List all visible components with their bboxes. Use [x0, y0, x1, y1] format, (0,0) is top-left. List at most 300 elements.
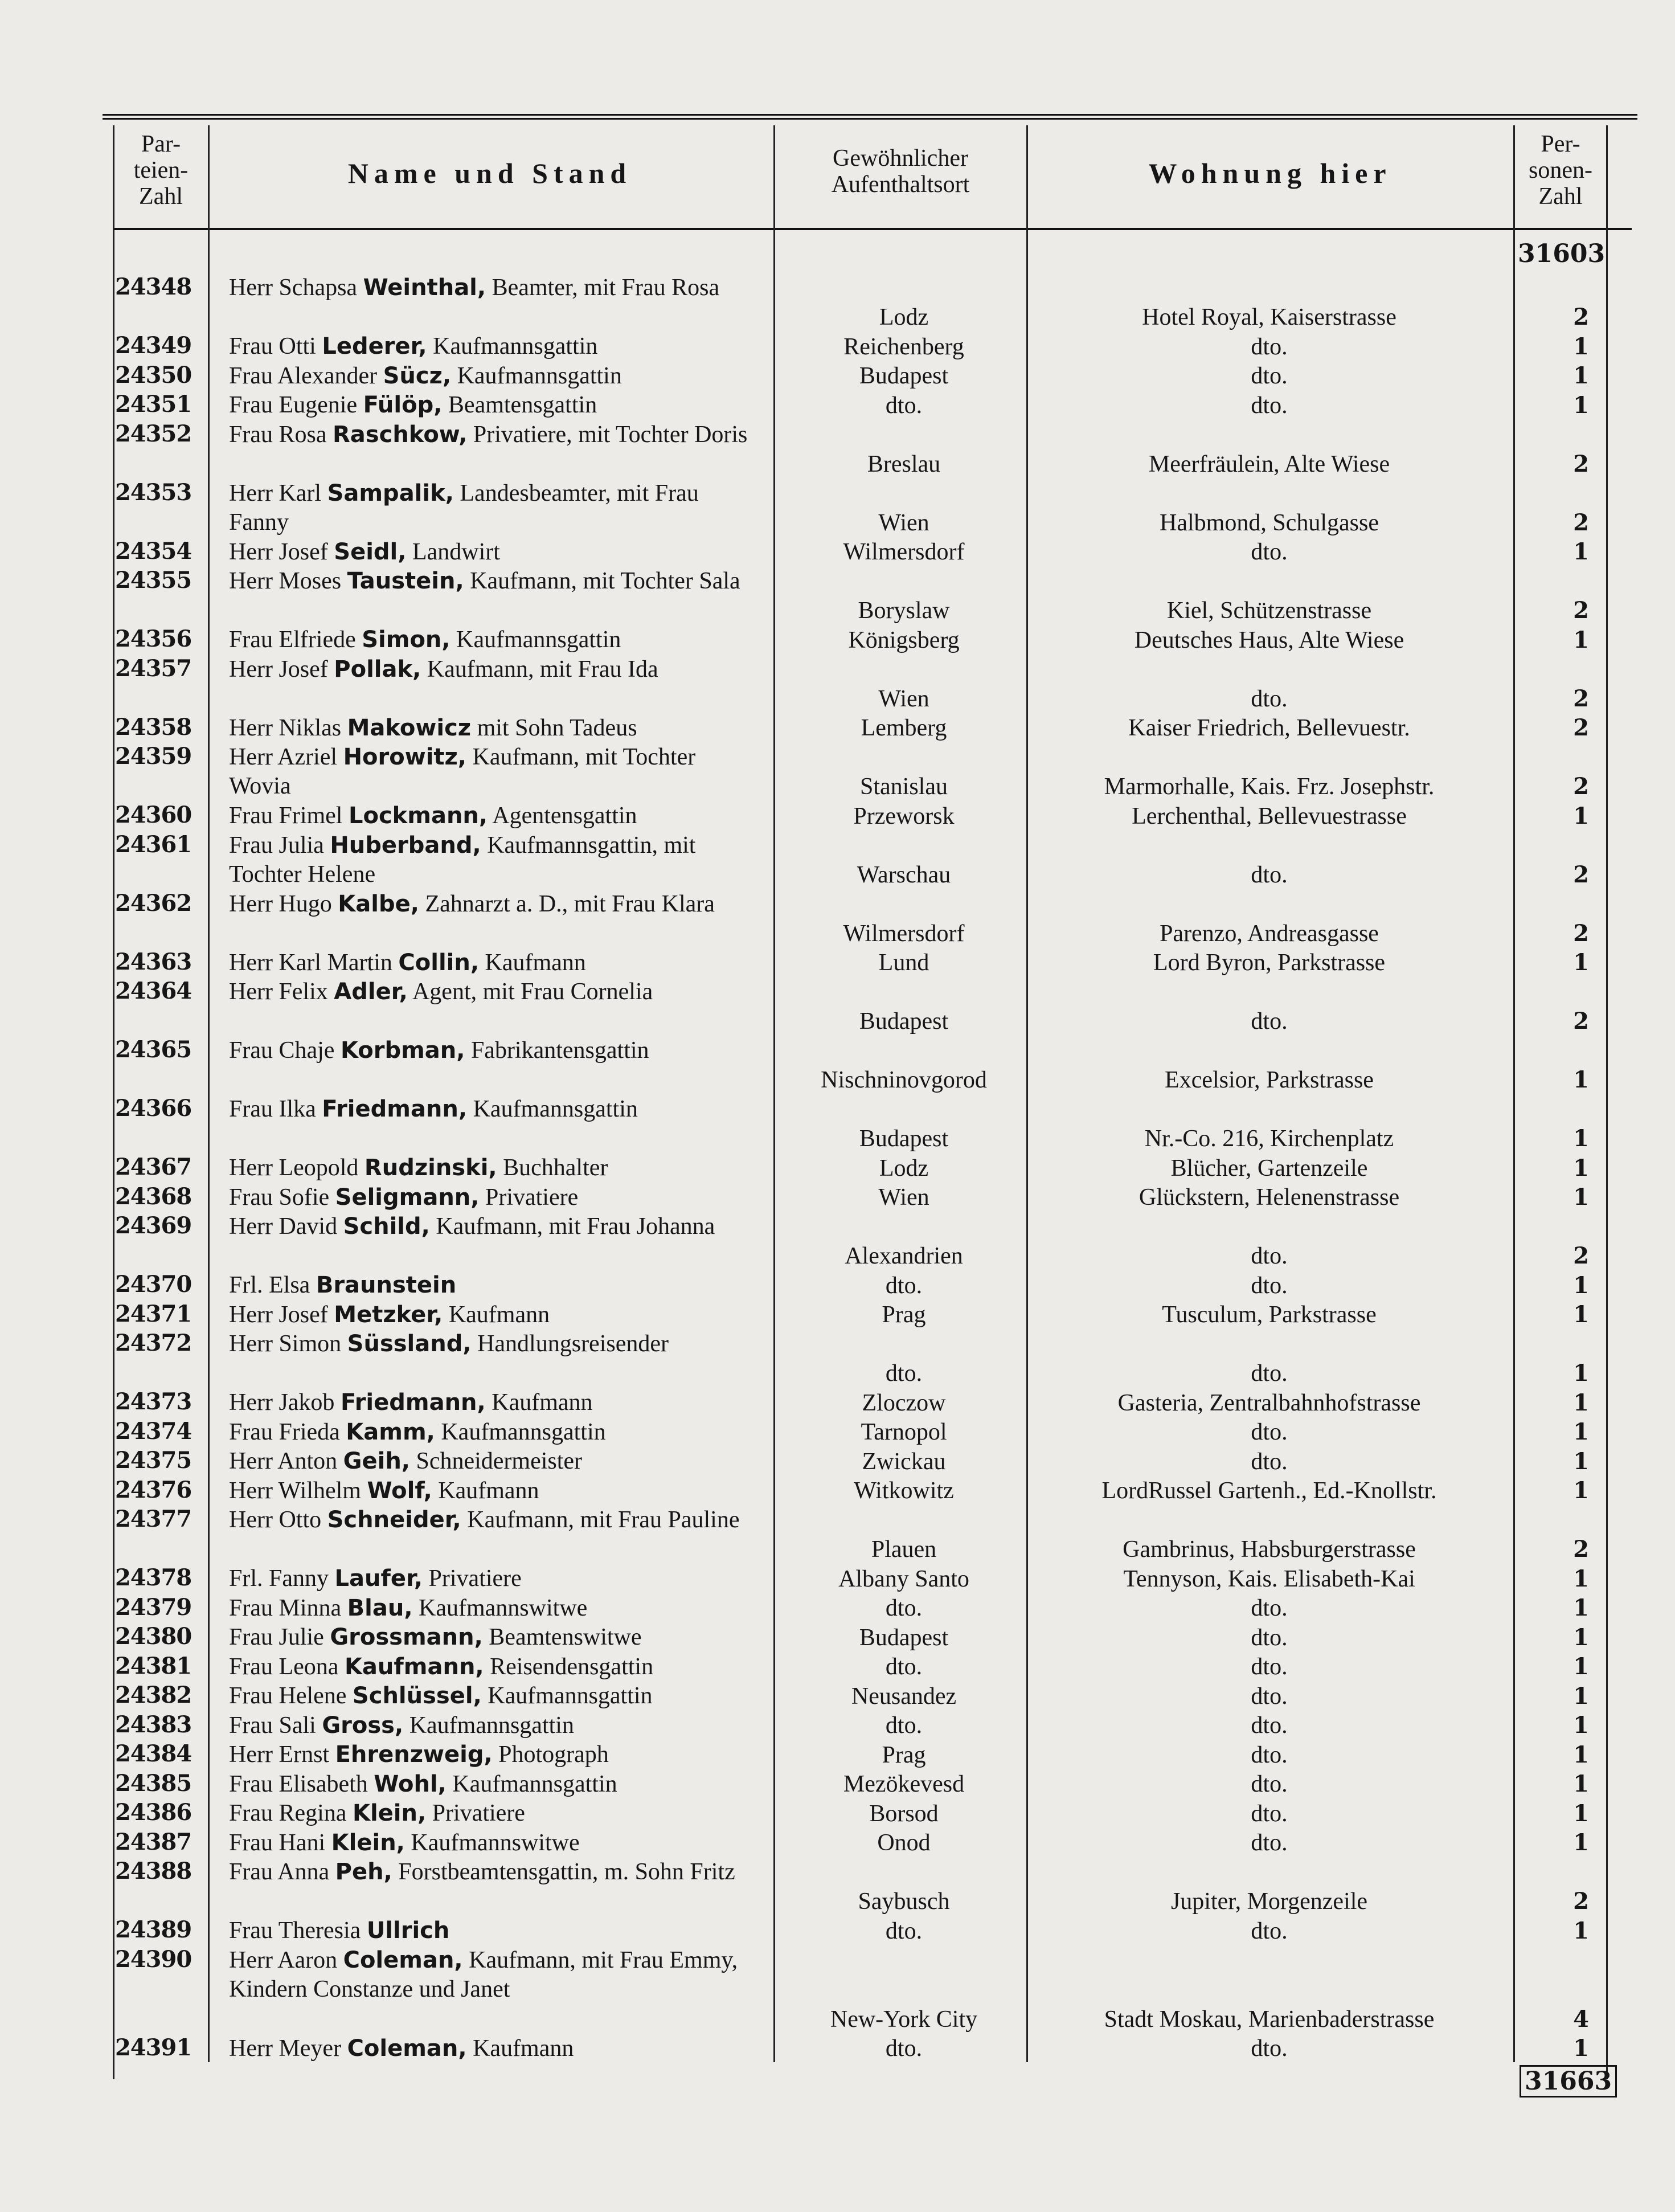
table-row [0, 1301, 1675, 1330]
usual-residence: Nischninovgorod [821, 1067, 987, 1093]
lodging-here: dto. [1251, 392, 1288, 419]
person-surname: Seidl, [334, 538, 407, 565]
person-count: 1 [1573, 949, 1589, 976]
name-and-status [229, 1740, 759, 1769]
usual-residence: Albany Santo [838, 1565, 969, 1592]
person-title: Frau Elfriede [229, 627, 356, 653]
person-count: 1 [1573, 1653, 1589, 1680]
name-and-status [229, 538, 759, 567]
person-status: Agent, mit Frau Cornelia [412, 979, 653, 1005]
person-surname: Ehrenzweig, [335, 1741, 493, 1768]
person-surname: Sücz, [383, 362, 452, 389]
party-number: 24353 [115, 479, 192, 506]
person-count: 1 [1573, 1389, 1589, 1416]
lodging-here: dto. [1251, 333, 1288, 360]
party-number: 24383 [115, 1711, 192, 1738]
party-number: 24361 [115, 831, 192, 858]
person-title: Frau Theresia [229, 1917, 361, 1944]
person-surname: Sampalik, [327, 480, 454, 506]
person-count: 1 [1573, 1917, 1589, 1944]
person-surname: Huberband, [330, 832, 481, 858]
person-title: Herr Azriel [229, 744, 338, 770]
person-count: 1 [1573, 626, 1589, 653]
person-title: Herr Moses [229, 568, 342, 594]
person-title: Frau Leona [229, 1653, 339, 1680]
lodging-here: dto. [1251, 1008, 1288, 1035]
person-count: 2 [1573, 1888, 1589, 1915]
usual-residence: Przeworsk [853, 803, 955, 829]
lodging-here: Nr.-Co. 216, Kirchenplatz [1144, 1126, 1394, 1152]
party-number: 24365 [115, 1036, 192, 1063]
lodging-here: dto. [1251, 1917, 1288, 1944]
person-title: Frau Julia [229, 832, 324, 858]
lodging-here: dto. [1251, 1595, 1288, 1621]
person-count: 1 [1573, 538, 1589, 565]
party-number: 24375 [115, 1447, 192, 1474]
party-number: 24378 [115, 1564, 192, 1591]
name-and-status [229, 1799, 759, 1828]
name-and-status [229, 391, 759, 420]
name-and-status [229, 1682, 759, 1711]
person-status: Privatiere [432, 1800, 525, 1826]
person-status: Agentensgattin [492, 803, 637, 829]
party-number: 24389 [115, 1916, 192, 1943]
person-count: 1 [1573, 1154, 1589, 1181]
usual-residence: Budapest [859, 1624, 949, 1651]
party-number: 24355 [115, 567, 192, 594]
table-row [0, 1829, 1675, 1858]
person-title: Frau Regina [229, 1800, 347, 1826]
usual-residence: Budapest [859, 1008, 949, 1035]
person-status: Buchhalter [503, 1155, 608, 1181]
lodging-here: Parenzo, Andreasgasse [1160, 920, 1379, 947]
name-and-status [229, 1271, 759, 1300]
person-count: 1 [1573, 1682, 1589, 1710]
person-status: Kaufmann, mit Frau Johanna [436, 1213, 715, 1240]
header-bottom-rule [114, 228, 1632, 230]
table-row [0, 1183, 1675, 1213]
usual-residence: Warschau [857, 861, 951, 888]
person-status: Fabrikantensgattin [470, 1037, 649, 1064]
person-surname: Braunstein [316, 1272, 457, 1298]
table-row [0, 655, 1675, 714]
usual-residence: Borsod [869, 1800, 939, 1827]
lodging-here: dto. [1251, 1272, 1288, 1299]
lodging-here: dto. [1251, 685, 1288, 712]
person-count: 1 [1573, 1125, 1589, 1152]
party-number: 24372 [115, 1330, 192, 1356]
table-row [0, 420, 1675, 479]
header-pers: Per- sonen- Zahl [1529, 131, 1592, 210]
person-surname: Raschkow, [333, 421, 468, 448]
table-row [0, 1447, 1675, 1477]
usual-residence: Mezökevesd [843, 1771, 965, 1797]
person-surname: Klein, [352, 1800, 427, 1826]
party-number: 24368 [115, 1183, 192, 1210]
table-row [0, 802, 1675, 831]
usual-residence: dto. [885, 1917, 923, 1944]
name-and-status [229, 743, 759, 801]
table-row [0, 1564, 1675, 1594]
name-and-status [229, 1477, 759, 1506]
name-and-status [229, 625, 759, 655]
lodging-here: dto. [1251, 1448, 1288, 1475]
person-surname: Schild, [343, 1213, 430, 1240]
lodging-here: dto. [1251, 1683, 1288, 1710]
lodging-here: Kiel, Schützenstrasse [1166, 598, 1372, 624]
table-row [0, 1271, 1675, 1301]
person-status: Beamtensgattin [448, 392, 597, 418]
person-count: 1 [1573, 802, 1589, 829]
person-status: Beamter, mit Frau Rosa [492, 275, 720, 301]
person-surname: Ullrich [366, 1917, 450, 1944]
person-status: Handlungsreisender [477, 1331, 669, 1357]
party-number: 24366 [115, 1095, 192, 1122]
name-and-status [229, 1506, 759, 1535]
person-title: Frau Elisabeth [229, 1771, 368, 1797]
lodging-here: dto. [1251, 1741, 1288, 1768]
lodging-here: LordRussel Gartenh., Ed.-Knollstr. [1101, 1478, 1437, 1504]
person-status: Landwirt [412, 538, 500, 565]
lodging-here: Tennyson, Kais. Elisabeth-Kai [1123, 1565, 1415, 1592]
person-surname: Geih, [343, 1448, 410, 1474]
lodging-here: dto. [1251, 2035, 1288, 2062]
person-count: 2 [1573, 304, 1589, 330]
party-number: 24381 [115, 1652, 192, 1679]
person-status: Kaufmann, mit Tochter Wovia [229, 744, 696, 799]
usual-residence: Boryslaw [858, 598, 950, 624]
table-row [0, 743, 1675, 802]
lodging-here: dto. [1251, 1771, 1288, 1797]
person-count: 2 [1573, 919, 1589, 947]
name-and-status [229, 978, 759, 1007]
page-total: 31663 [1520, 2065, 1617, 2097]
party-number: 24388 [115, 1858, 192, 1884]
person-surname: Weinthal, [363, 275, 486, 301]
person-title: Frau Julie [229, 1624, 324, 1650]
person-status: Kaufmannsgattin [409, 1712, 574, 1739]
person-status: Kaufmann, mit Tochter Sala [470, 568, 740, 594]
person-title: Herr Felix [229, 979, 328, 1005]
name-and-status [229, 1946, 759, 2004]
carry-over-total: 31603 [1518, 239, 1606, 268]
table-row [0, 1799, 1675, 1829]
usual-residence: Wilmersdorf [843, 539, 965, 565]
person-status: Forstbeamtensgattin, m. Sohn Fritz [398, 1859, 735, 1885]
usual-residence: dto. [885, 1360, 923, 1387]
table-row [0, 1858, 1675, 1916]
table-row [0, 1946, 1675, 2034]
usual-residence: dto. [885, 1272, 923, 1299]
lodging-here: dto. [1251, 1800, 1288, 1827]
person-surname: Makowicz [347, 714, 472, 741]
party-number: 24376 [115, 1476, 192, 1503]
person-surname: Horowitz, [343, 744, 467, 770]
table-row [0, 1740, 1675, 1770]
person-title: Frau Frimel [229, 803, 343, 829]
person-count: 1 [1573, 2035, 1589, 2062]
person-surname: Rudzinski, [364, 1155, 497, 1181]
person-surname: Metzker, [334, 1301, 443, 1328]
usual-residence: Lodz [879, 304, 929, 330]
usual-residence: dto. [885, 392, 923, 419]
name-and-status [229, 479, 759, 537]
lodging-here: dto. [1251, 1360, 1288, 1387]
table-row [0, 1418, 1675, 1448]
name-and-status [229, 802, 759, 831]
party-number: 24370 [115, 1271, 192, 1298]
person-title: Herr David [229, 1213, 338, 1240]
name-and-status [229, 655, 759, 684]
usual-residence: Lodz [879, 1155, 929, 1181]
person-surname: Wolf, [367, 1477, 432, 1504]
lodging-here: Lord Byron, Parkstrasse [1153, 950, 1386, 976]
usual-residence: Plauen [871, 1536, 937, 1563]
person-status: Privatiere [485, 1184, 579, 1211]
header-name: Name und Stand [347, 157, 632, 189]
party-number: 24385 [115, 1769, 192, 1797]
usual-residence: Saybusch [858, 1888, 950, 1915]
person-status: Kaufmann, mit Frau Ida [427, 656, 658, 682]
name-and-status [229, 714, 759, 743]
party-number: 24374 [115, 1417, 192, 1445]
name-and-status [229, 1829, 759, 1858]
person-count: 1 [1573, 1594, 1589, 1621]
person-title: Frl. Elsa [229, 1272, 310, 1298]
person-surname: Kamm, [346, 1418, 435, 1445]
person-count: 1 [1573, 1771, 1589, 1797]
party-number: 24391 [115, 2034, 192, 2061]
name-and-status [229, 1183, 759, 1212]
party-number: 24357 [115, 655, 192, 682]
party-number: 24384 [115, 1740, 192, 1767]
person-title: Frau Eugenie [229, 392, 358, 418]
usual-residence: dto. [885, 1595, 923, 1621]
person-title: Herr Anton [229, 1448, 338, 1474]
person-count: 1 [1573, 1184, 1589, 1211]
person-count: 1 [1573, 1271, 1589, 1299]
name-and-status [229, 1858, 759, 1887]
table-row [0, 1477, 1675, 1506]
name-and-status [229, 2034, 759, 2063]
person-count: 2 [1573, 1536, 1589, 1563]
person-count: 1 [1573, 1066, 1589, 1093]
person-status: Kaufmannswitwe [411, 1829, 580, 1856]
lodging-here: Blücher, Gartenzeile [1170, 1155, 1368, 1181]
table-row [0, 948, 1675, 978]
person-title: Frau Frieda [229, 1418, 340, 1445]
person-count: 2 [1573, 1008, 1589, 1035]
person-count: 2 [1573, 509, 1589, 536]
person-title: Frau Alexander [229, 362, 378, 389]
person-surname: Lederer, [322, 333, 427, 359]
party-number: 24359 [115, 743, 192, 770]
table-row [0, 1036, 1675, 1095]
usual-residence: Breslau [867, 451, 941, 477]
usual-residence: Reichenberg [843, 333, 964, 360]
party-number: 24360 [115, 802, 192, 828]
party-number: 24382 [115, 1682, 192, 1708]
person-surname: Kalbe, [338, 890, 419, 917]
party-number: 24369 [115, 1212, 192, 1239]
usual-residence: Zwickau [862, 1448, 946, 1475]
party-number: 24358 [115, 713, 192, 741]
table-row [0, 978, 1675, 1036]
usual-residence: Witkowitz [854, 1478, 954, 1504]
usual-residence: Lund [878, 950, 929, 976]
usual-residence: Wien [878, 1184, 929, 1211]
party-number: 24367 [115, 1154, 192, 1180]
person-title: Herr Ernst [229, 1741, 330, 1768]
person-status: Kaufmann [448, 1301, 550, 1328]
person-count: 2 [1573, 685, 1589, 712]
header-nr: Par- teien- Zahl [133, 131, 189, 210]
person-status: Kaufmann, mit Frau Emmy, Kindern Constanze und Janet [229, 1947, 738, 2002]
usual-residence: Zloczow [862, 1389, 946, 1416]
name-and-status [229, 1095, 759, 1124]
person-surname: Schneider, [327, 1507, 461, 1533]
party-number: 24380 [115, 1623, 192, 1650]
party-number: 24363 [115, 948, 192, 975]
person-count: 1 [1573, 362, 1589, 389]
usual-residence: Budapest [859, 1126, 949, 1152]
usual-residence: Wien [878, 509, 929, 536]
person-title: Frl. Fanny [229, 1565, 329, 1592]
person-title: Herr Otto [229, 1507, 322, 1533]
name-and-status [229, 332, 759, 361]
person-surname: Coleman, [343, 1947, 463, 1973]
table-row [0, 714, 1675, 743]
lodging-here: Jupiter, Morgenzeile [1170, 1888, 1368, 1915]
usual-residence: Tarnopol [861, 1419, 947, 1445]
party-number: 24364 [115, 978, 192, 1004]
person-status: Reisendensgattin [490, 1653, 654, 1680]
name-and-status [229, 273, 759, 302]
person-status: Kaufmannsgattin [473, 1096, 638, 1122]
person-status: Kaufmann [485, 949, 586, 976]
person-status: Kaufmann [492, 1389, 593, 1416]
person-count: 2 [1573, 450, 1589, 477]
person-status: mit Sohn Tadeus [477, 714, 637, 741]
usual-residence: Prag [882, 1741, 926, 1768]
person-count: 1 [1573, 1418, 1589, 1445]
person-surname: Peh, [335, 1859, 392, 1885]
top-double-rule [103, 114, 1637, 120]
name-and-status [229, 1301, 759, 1330]
person-status: Schneidermeister [416, 1448, 583, 1474]
person-surname: Korbman, [340, 1037, 465, 1064]
person-surname: Süssland, [347, 1331, 472, 1357]
lodging-here: Stadt Moskau, Marienbaderstrasse [1104, 2006, 1435, 2033]
lodging-here: dto. [1251, 363, 1288, 389]
person-status: Kaufmannsgattin [441, 1418, 606, 1445]
person-count: 1 [1573, 333, 1589, 360]
name-and-status [229, 1154, 759, 1183]
person-surname: Wohl, [374, 1771, 447, 1797]
lodging-here: dto. [1251, 1624, 1288, 1651]
lodging-here: Excelsior, Parkstrasse [1165, 1067, 1374, 1093]
table-row [0, 332, 1675, 362]
person-title: Herr Hugo [229, 890, 332, 917]
name-and-status [229, 1623, 759, 1652]
person-title: Herr Karl [229, 480, 322, 506]
person-count: 1 [1573, 1741, 1589, 1768]
table-row [0, 1682, 1675, 1711]
lodging-here: dto. [1251, 1654, 1288, 1680]
person-surname: Simon, [362, 627, 451, 653]
person-surname: Kaufmann, [344, 1653, 484, 1680]
person-status: Kaufmann [438, 1477, 539, 1504]
person-title: Herr Wilhelm [229, 1477, 361, 1504]
table-row [0, 1506, 1675, 1564]
table-row [0, 479, 1675, 538]
lodging-here: dto. [1251, 1712, 1288, 1739]
usual-residence: Alexandrien [845, 1243, 963, 1269]
table-row [0, 362, 1675, 391]
lodging-here: dto. [1251, 539, 1288, 565]
party-number: 24371 [115, 1300, 192, 1327]
lodging-here: Deutsches Haus, Alte Wiese [1134, 627, 1404, 653]
person-status: Beamtenswitwe [489, 1624, 642, 1650]
name-and-status [229, 1330, 759, 1359]
usual-residence: Königsberg [848, 627, 960, 653]
person-count: 1 [1573, 1829, 1589, 1856]
usual-residence: Wien [878, 685, 929, 712]
person-title: Frau Chaje [229, 1037, 335, 1064]
person-surname: Seligmann, [335, 1184, 480, 1211]
person-count: 1 [1573, 1448, 1589, 1475]
person-title: Herr Josef [229, 538, 328, 565]
lodging-here: Gasteria, Zentralbahnhofstrasse [1117, 1389, 1421, 1416]
name-and-status [229, 1388, 759, 1417]
person-surname: Klein, [331, 1829, 405, 1856]
lodging-here: Lerchenthal, Bellevuestrasse [1132, 803, 1407, 829]
usual-residence: dto. [885, 2035, 923, 2062]
person-title: Frau Hani [229, 1829, 326, 1856]
person-count: 1 [1573, 1360, 1589, 1387]
party-number: 24348 [115, 273, 192, 300]
name-and-status [229, 1770, 759, 1799]
lodging-here: Gambrinus, Habsburgerstrasse [1123, 1536, 1416, 1563]
person-title: Herr Karl Martin [229, 949, 392, 976]
person-title: Frau Minna [229, 1594, 342, 1621]
header-place: Gewöhnlicher Aufenthaltsort [831, 145, 970, 198]
name-and-status [229, 1711, 759, 1740]
table-row [0, 567, 1675, 625]
person-count: 1 [1573, 1301, 1589, 1328]
person-status: Kaufmannsgattin, mit Tochter Helene [229, 832, 696, 888]
person-surname: Grossmann, [330, 1624, 483, 1650]
person-surname: Gross, [322, 1712, 404, 1739]
table-row [0, 1154, 1675, 1183]
person-title: Herr Meyer [229, 2035, 342, 2062]
person-surname: Friedmann, [340, 1389, 486, 1416]
lodging-here: dto. [1251, 1830, 1288, 1856]
person-surname: Taustein, [347, 568, 464, 594]
name-and-status [229, 948, 759, 978]
person-status: Kaufmannsgattin [452, 1771, 617, 1797]
name-and-status [229, 567, 759, 596]
person-count: 2 [1573, 1242, 1589, 1269]
person-title: Herr Leopold [229, 1155, 359, 1181]
person-title: Frau Ilka [229, 1096, 316, 1122]
person-status: Kaufmannsgattin [457, 362, 622, 389]
person-title: Frau Otti [229, 333, 316, 359]
person-title: Frau Helene [229, 1683, 347, 1709]
person-title: Herr Aaron [229, 1947, 338, 1973]
lodging-here: Halbmond, Schulgasse [1160, 509, 1379, 536]
usual-residence: Lemberg [861, 715, 947, 741]
